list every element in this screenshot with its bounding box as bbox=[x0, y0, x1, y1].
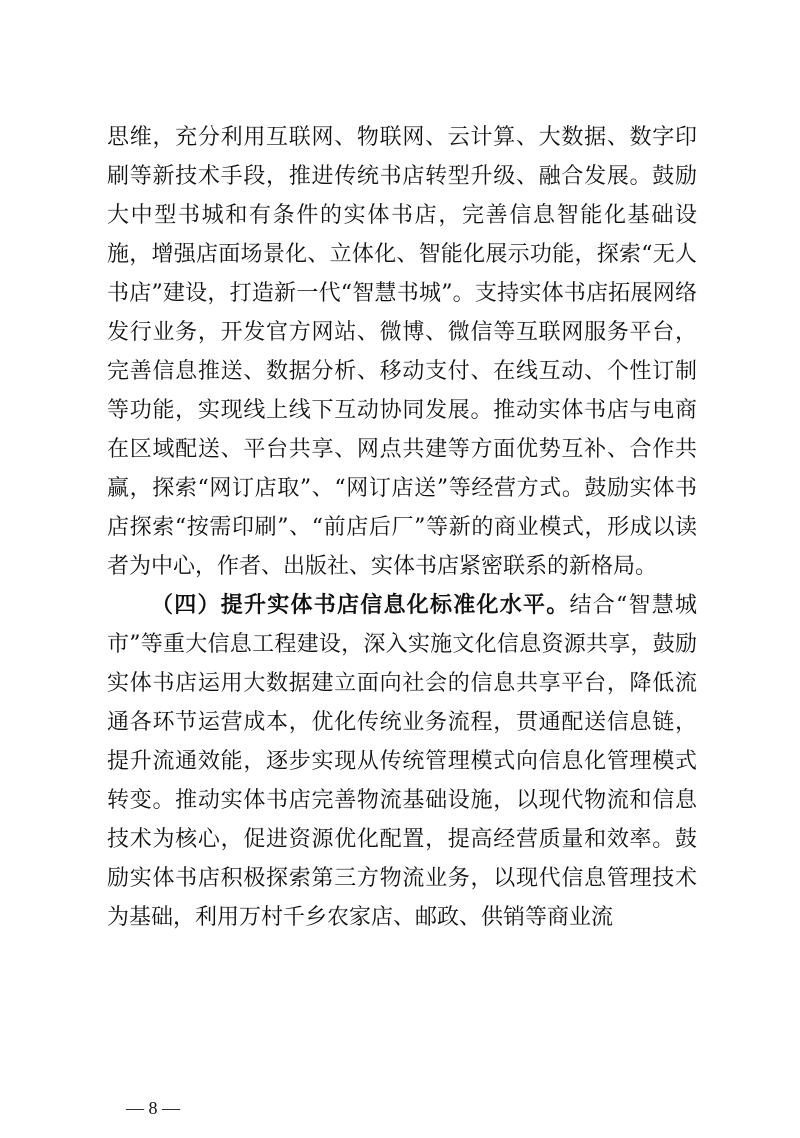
document-body bbox=[107, 118, 697, 937]
paragraph-continuation: 思维，充分利用互联网、物联网、云计算、大数据、数字印刷等新技术手段，推进传统书店转型升级、融合发展。鼓励大中型书城和有条件的实体书店，完善信息智能化基础设施，增强店面场景化、立体化、智能化展示功能，探索“无人书店”建设，打造新一代“智慧书城”。支持实体书店拓展网络发行业务，开发官方网站、微博、微信等互联网服务平台，完善信息推送、数据分析、移动支付、在线互动、个性订制等功能，实现线上线下互动协同发展。推动实体书店与电商在区域配送、平台共享、网点共建等方面优势互补、合作共赢，探索“网订店取”、“网订店送”等经营方式。鼓励实体书店探索“按需印刷”、“前店后厂”等新的商业模式，形成以读者为中心，作者、出版社、实体书店紧密联系的新格局。 bbox=[107, 125, 697, 579]
page-number: — 8 — bbox=[126, 1098, 180, 1118]
paragraph-section-four bbox=[107, 586, 697, 937]
section-heading: （四）提升实体书店信息化标准化水平。 bbox=[151, 592, 570, 618]
section-body-text: 结合“智慧城市”等重大信息工程建设，深入实施文化信息资源共享，鼓励实体书店运用大数据建立面向社会的信息共享平台，降低流通各环节运营成本，优化传统业务流程，贯通配送信息链，提升流通效能，逐步实现从传统管理模式向信息化管理模式转变。推动实体书店完善物流基础设施，以现代物流和信息技术为核心，促进资源优化配置，提高经营质量和效率。鼓励实体书店积极探索第三方物流业务，以现代信息管理技术为基础，利用万村千乡农家店、邮政、供销等商业流 bbox=[107, 593, 697, 930]
